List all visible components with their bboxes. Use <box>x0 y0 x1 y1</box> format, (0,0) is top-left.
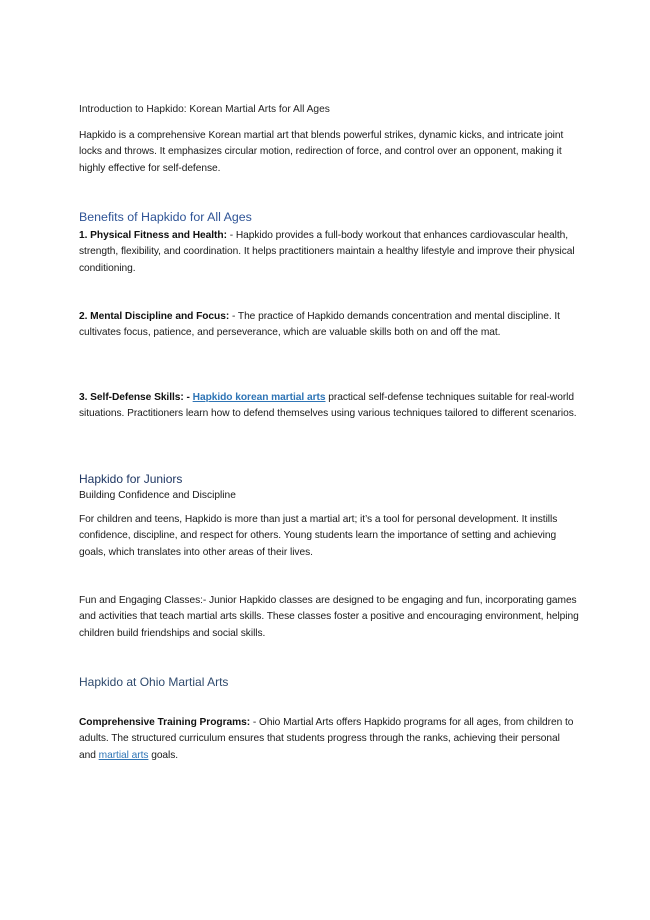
ohio-paragraph-block <box>79 715 579 764</box>
juniors-paragraph-1: For children and teens, Hapkido is more than just a martial art; it’s a tool for personal development. It instills confidence, discipline, and respect for others. Young students learn the importance of setting and achieving goals, which translates into other areas of their lives. <box>79 514 558 558</box>
ohio-heading: Hapkido at Ohio Martial Arts <box>79 675 229 689</box>
benefit-label-1: 1. Physical Fitness and Health: <box>79 230 227 241</box>
benefit-pre-link-3: - <box>183 392 193 403</box>
ohio-text: - Ohio Martial Arts offers Hapkido programs for all ages, from children to adults. The structured curriculum ensures that students progress through the ranks, achieving their personal and <box>79 717 574 761</box>
benefit-paragraph-1 <box>79 228 579 277</box>
document-title-block <box>79 103 579 117</box>
juniors-paragraph-1-block <box>79 512 579 561</box>
benefit-item-3 <box>79 390 579 423</box>
ohio-tail: goals. <box>148 749 179 761</box>
hapkido-korean-martial-arts-link[interactable]: Hapkido korean martial arts <box>192 392 326 403</box>
benefit-item-2 <box>79 309 579 342</box>
benefit-text-1: - Hapkido provides a full-body workout that enhances cardiovascular health, strength, flexibility, and coordination. It helps practitioners maintain a healthy lifestyle and improve their physical conditioning. <box>79 230 575 274</box>
juniors-heading-block <box>79 471 579 487</box>
document-title: Introduction to Hapkido: Korean Martial Arts for All Ages <box>79 104 330 115</box>
benefit-text-3: practical self-defense techniques suitable for real-world situations. Practitioners learn how to defend themselves using various techniques tailored to different scenarios. <box>79 392 577 420</box>
benefits-heading-block <box>79 209 579 225</box>
ohio-heading-block <box>79 674 579 690</box>
juniors-subheading-block <box>79 489 579 503</box>
benefit-label-2: 2. Mental Discipline and Focus: <box>79 311 230 322</box>
intro-paragraph: Hapkido is a comprehensive Korean martial art that blends powerful strikes, dynamic kicks, and intricate joint locks and throws. It emphasizes circular motion, redirection of force, and control over an opponent, making it highly effective for self-defense. <box>79 130 564 174</box>
ohio-label: Comprehensive Training Programs: <box>79 717 251 728</box>
juniors-heading: Hapkido for Juniors <box>79 472 183 486</box>
juniors-subheading: Building Confidence and Discipline <box>79 490 236 501</box>
benefit-paragraph-2 <box>79 309 579 342</box>
ohio-paragraph <box>79 715 579 764</box>
benefit-text-2: - The practice of Hapkido demands concentration and mental discipline. It cultivates focus, patience, and perseverance, which are valuable skills both on and off the mat. <box>79 311 560 339</box>
benefit-label-3: 3. Self-Defense Skills: <box>79 392 184 403</box>
benefit-paragraph-3 <box>79 390 579 423</box>
martial-arts-link[interactable]: martial arts <box>98 749 149 761</box>
benefits-heading: Benefits of Hapkido for All Ages <box>79 210 252 224</box>
benefit-item-1 <box>79 228 579 277</box>
intro-block <box>79 128 579 177</box>
juniors-paragraph-2: Fun and Engaging Classes:- Junior Hapkido classes are designed to be engaging and fun, incorporating games and activities that teach martial arts skills. These classes foster a positive and encouraging environment, helping children build friendships and social skills. <box>79 595 579 639</box>
juniors-paragraph-2-block <box>79 593 579 642</box>
